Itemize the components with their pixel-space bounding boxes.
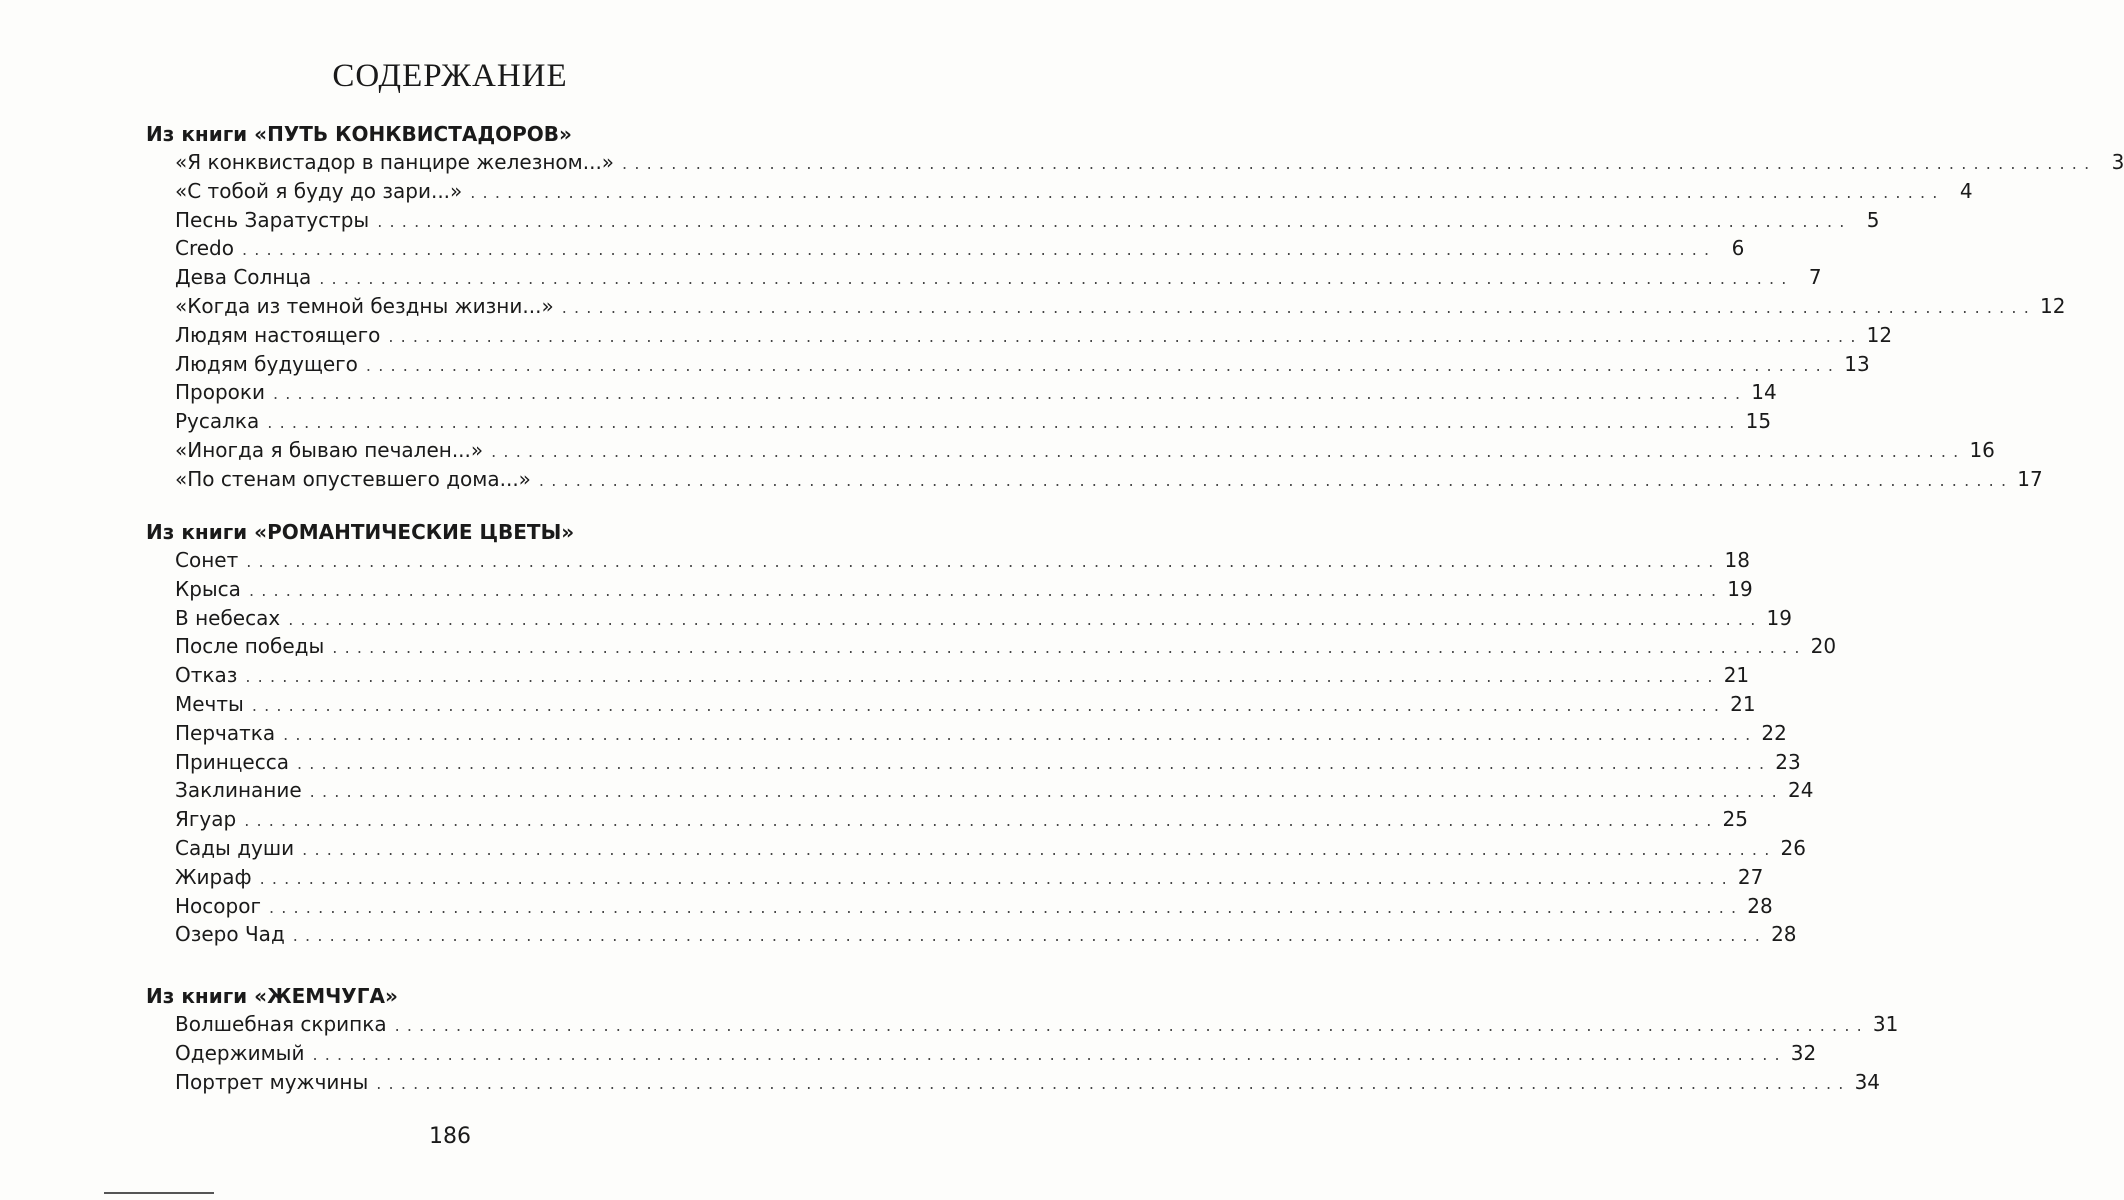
- toc-entry: [175, 321, 1893, 350]
- toc-entry-title: Песнь Заратустры: [175, 207, 370, 232]
- toc-entry: [175, 407, 1772, 436]
- toc-entry-page: 14: [1751, 380, 1777, 405]
- dot-leader: ........................................................................................................................: [376, 1073, 1851, 1093]
- toc-entry-title: В небесах: [175, 605, 281, 630]
- toc-entry-page: 4: [1959, 178, 1973, 203]
- toc-entry-page: 32: [1790, 1040, 1817, 1065]
- toc-entry: [175, 1010, 1899, 1039]
- toc-entry: [175, 378, 1777, 407]
- dot-leader: ........................................................................................................................: [272, 384, 1748, 404]
- toc-entry-title: «С тобой я буду до зари...»: [175, 178, 463, 203]
- dot-leader: ........................................................................................................................: [332, 638, 1807, 658]
- section-put-konkvistadorov: [146, 120, 2124, 494]
- toc-entry-list: [175, 1010, 1899, 1096]
- toc-entry: [175, 661, 1750, 690]
- section-romanticheskie-tsvety: [146, 518, 1837, 949]
- dot-leader: ........................................................................................................................: [244, 811, 1719, 831]
- scan-edge-line: [104, 1192, 214, 1194]
- toc-entry: [175, 920, 1797, 949]
- section-heading-book: «РОМАНТИЧЕСКИЕ ЦВЕТЫ»: [254, 520, 575, 544]
- toc-entry-title: Ягуар: [175, 807, 237, 832]
- toc-entry-title: Носорог: [175, 893, 261, 918]
- dot-leader: ........................................................................................................................: [248, 580, 1724, 600]
- dot-leader: ........................................................................................................................: [365, 355, 1841, 375]
- toc-entry: [175, 690, 1756, 719]
- toc-entry-title: Портрет мужчины: [175, 1069, 369, 1094]
- toc-entry-page: 6: [1731, 236, 1745, 261]
- dot-leader: ........................................................................................................................: [470, 182, 1945, 202]
- toc-entry: [175, 546, 1750, 575]
- toc-entry-list: [175, 148, 2124, 494]
- toc-entry-page: 28: [1771, 922, 1797, 947]
- toc-entry-page: 34: [1854, 1069, 1881, 1094]
- toc-entry-page: 21: [1723, 663, 1750, 688]
- toc-entry-page: 16: [1969, 437, 1995, 462]
- page-number: 186: [429, 1124, 471, 1149]
- toc-entry-page: 21: [1730, 691, 1756, 716]
- toc-entry-page: 12: [1866, 322, 1893, 347]
- toc-entry-title: Волшебная скрипка: [175, 1012, 387, 1036]
- toc-entry-title: Русалка: [175, 409, 260, 434]
- toc-entry-title: Людям будущего: [175, 351, 358, 376]
- toc-entry: [175, 575, 1753, 604]
- dot-leader: ........................................................................................................................: [319, 269, 1794, 289]
- toc-entry: [175, 206, 1880, 235]
- dot-leader: ........................................................................................................................: [251, 695, 1727, 715]
- toc-entry: [175, 436, 1995, 465]
- dot-leader: ........................................................................................................................: [388, 326, 1863, 346]
- toc-entry-title: «Когда из темной бездны жизни...»: [175, 293, 554, 318]
- toc-entry: [175, 834, 1806, 863]
- toc-entry-page: 3: [2111, 150, 2124, 174]
- toc-entry-page: 13: [1844, 351, 1870, 376]
- toc-entry-page: 12: [2040, 293, 2066, 318]
- toc-entry-page: 23: [1775, 749, 1801, 774]
- toc-entry: [175, 719, 1787, 748]
- toc-entry: [175, 148, 2124, 177]
- toc-entry-title: Озеро Чад: [175, 922, 285, 947]
- toc-entry-title: Принцесса: [175, 749, 289, 774]
- toc-entry-page: 24: [1787, 778, 1814, 803]
- dot-leader: ........................................................................................................................: [394, 1016, 1869, 1035]
- toc-entry: [175, 776, 1814, 805]
- dot-leader: ........................................................................................................................: [259, 868, 1734, 888]
- toc-entry-title: Дева Солнца: [175, 265, 312, 290]
- toc-entry: [175, 234, 1745, 263]
- toc-entry-page: 27: [1737, 864, 1764, 889]
- dot-leader: ........................................................................................................................: [622, 154, 2097, 173]
- section-heading-book: «ПУТЬ КОНКВИСТАДОРОВ»: [254, 122, 572, 146]
- toc-entry-page: 17: [2017, 466, 2043, 491]
- toc-entry-page: 25: [1722, 807, 1748, 832]
- page-title: СОДЕРЖАНИЕ: [332, 58, 568, 94]
- toc-entry-title: Заклинание: [175, 778, 302, 803]
- toc-entry: [175, 604, 1792, 633]
- dot-leader: ........................................................................................................................: [245, 667, 1720, 687]
- toc-entry: [175, 805, 1748, 834]
- dot-leader: ........................................................................................................................: [538, 470, 2014, 490]
- dot-leader: ........................................................................................................................: [491, 441, 1966, 461]
- dot-leader: ........................................................................................................................: [288, 609, 1763, 629]
- toc-entry: [175, 263, 1822, 292]
- toc-entry: [175, 892, 1773, 921]
- toc-entry-page: 28: [1747, 893, 1773, 918]
- toc-entry-page: 5: [1866, 207, 1880, 232]
- dot-leader: ........................................................................................................................: [296, 753, 1772, 773]
- toc-entry-title: Сонет: [175, 548, 239, 572]
- dot-leader: ........................................................................................................................: [283, 724, 1758, 744]
- dot-leader: ........................................................................................................................: [302, 839, 1777, 859]
- dot-leader: ........................................................................................................................: [312, 1044, 1787, 1064]
- toc-entry-title: Пророки: [175, 380, 265, 405]
- section-heading: [146, 518, 768, 546]
- dot-leader: ........................................................................................................................: [268, 897, 1744, 917]
- toc-entry: [175, 1068, 1881, 1097]
- toc-entry-title: Крыса: [175, 576, 241, 601]
- section-zhemchuga: [146, 982, 1899, 1096]
- dot-leader: ........................................................................................................................: [309, 782, 1784, 802]
- toc-entry-title: Credo: [175, 236, 234, 261]
- toc-entry: [175, 177, 1973, 206]
- toc-entry: [175, 632, 1837, 661]
- toc-entry-page: 15: [1745, 409, 1772, 434]
- section-heading: [146, 982, 768, 1010]
- dot-leader: ........................................................................................................................: [377, 211, 1852, 231]
- toc-entry-title: После победы: [175, 634, 325, 659]
- toc-entry-page: 19: [1766, 605, 1792, 630]
- toc-entry-page: 7: [1808, 265, 1822, 290]
- dot-leader: ........................................................................................................................: [241, 240, 1717, 260]
- toc-entry-title: «Я конквистадор в панцире железном...»: [175, 150, 615, 174]
- section-heading-prefix: Из книги: [146, 122, 248, 146]
- toc-entry-page: 19: [1727, 576, 1753, 601]
- toc-entry-title: «Иногда я бываю печален...»: [175, 437, 484, 462]
- dot-leader: ........................................................................................................................: [246, 552, 1721, 571]
- toc-entry-title: Сады души: [175, 835, 295, 860]
- toc-entry: [175, 1039, 1817, 1068]
- toc-entry: [175, 350, 1870, 379]
- toc-entry-title: Жираф: [175, 864, 252, 889]
- toc-entry-page: 20: [1810, 634, 1837, 659]
- toc-entry-title: Мечты: [175, 691, 244, 716]
- section-heading-prefix: Из книги: [146, 520, 248, 544]
- toc-entry-list: [175, 546, 1837, 949]
- toc-entry: [175, 748, 1801, 777]
- toc-entry: [175, 465, 2043, 494]
- toc-entry-title: Перчатка: [175, 720, 276, 745]
- section-heading-book: «ЖЕМЧУГА»: [254, 984, 398, 1008]
- dot-leader: ........................................................................................................................: [561, 297, 2036, 317]
- toc-entry-page: 31: [1872, 1012, 1899, 1036]
- dot-leader: ........................................................................................................................: [267, 413, 1742, 433]
- section-heading: [146, 120, 768, 148]
- toc-entry: [175, 863, 1764, 892]
- toc-entry: [175, 292, 2066, 321]
- toc-entry-page: 22: [1761, 720, 1787, 745]
- toc-entry-title: Отказ: [175, 663, 238, 688]
- toc-entry-title: Одержимый: [175, 1040, 305, 1065]
- toc-entry-page: 26: [1780, 835, 1806, 860]
- section-heading-prefix: Из книги: [146, 984, 248, 1008]
- toc-entry-title: «По стенам опустевшего дома...»: [175, 466, 531, 491]
- toc-entry-page: 18: [1724, 548, 1750, 572]
- dot-leader: ........................................................................................................................: [292, 926, 1768, 946]
- toc-entry-title: Людям настоящего: [175, 322, 381, 347]
